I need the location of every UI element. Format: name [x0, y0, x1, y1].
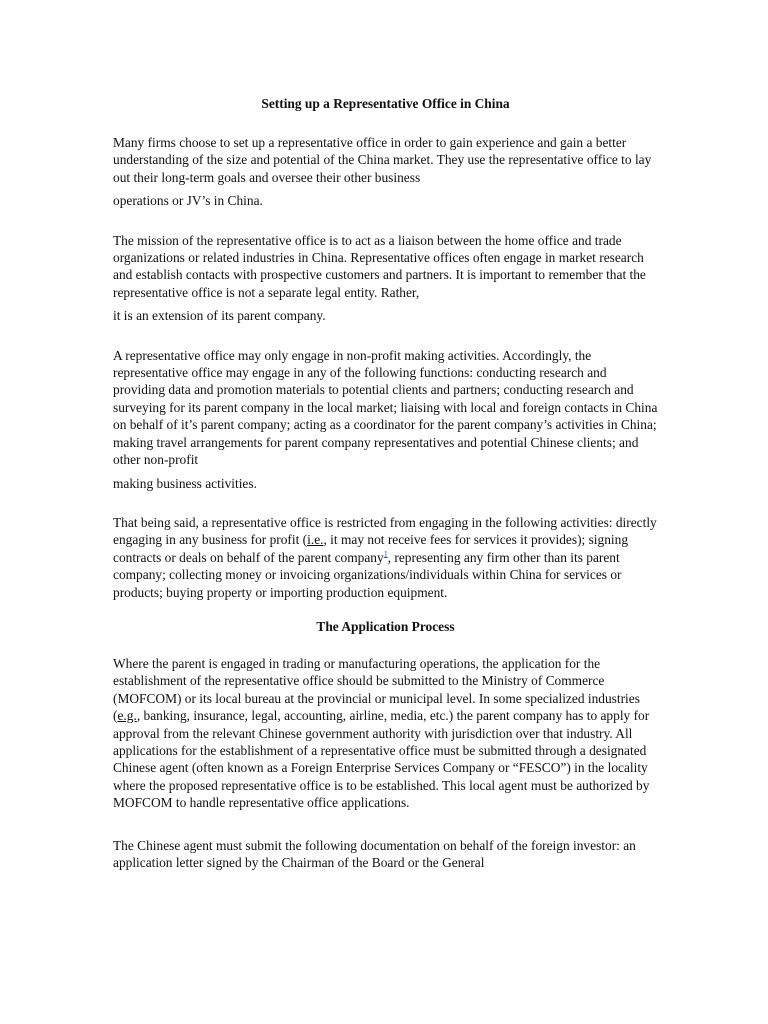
application-text-b: , banking, insurance, legal, accounting, airline, media, etc.) the parent company has to apply for approval from the relevant Chinese government authority with jurisdiction over that industry. All applications for the establishment of a representative office must be submitted through a designated Chinese agent (often known as a Foreign Enterprise Services Company or “FESCO”) in the locality where the proposed representative office is to be established. This local agent must be authorized by MOFCOM to handle representative office applications.	[113, 708, 650, 811]
eg-abbreviation: e.g.	[117, 708, 137, 724]
paragraph-intro-tail: operations or JV’s in China.	[113, 193, 263, 209]
paragraph-intro	[113, 134, 658, 210]
paragraph-agent: The Chinese agent must submit the following documentation on behalf of the foreign investor: an application letter signed by the Chairman of the Board or the General	[113, 837, 636, 870]
restrictions-text-c: , representing any firm other than its parent company; collecting money or invoicing organizations/individuals within China for services or products; buying property or importing production equipment.	[113, 549, 622, 600]
paragraph-mission	[113, 232, 658, 325]
restrictions-text-b: , it may not receive fees for services it provides); signing contracts or deals on behalf of the parent company	[113, 532, 629, 565]
document-title: Setting up a Representative Office in China	[261, 96, 510, 111]
paragraph-intro-body: Many firms choose to set up a representative office in order to gain experience and gain a better understanding of the size and potential of the China market. They use the representative office to lay out their long-term goals and oversee their other business	[113, 135, 652, 185]
paragraph-mission-body: The mission of the representative office is to act as a liaison between the home office and trade organizations or related industries in China. Representative offices often engage in market research and establish contacts with prospective customers and partners. It is important to remember that the representative office is not a separate legal entity. Rather,	[113, 232, 646, 300]
paragraph-activities-tail: making business activities.	[113, 475, 257, 491]
paragraph-mission-tail: it is an extension of its parent company.	[113, 308, 326, 324]
paragraph-restrictions	[113, 514, 658, 601]
paragraph-application	[113, 655, 658, 812]
ie-abbreviation: i.e.	[307, 532, 324, 548]
footnote-link[interactable]: 1	[383, 549, 388, 559]
paragraph-activities	[113, 347, 658, 492]
document-page	[113, 95, 658, 871]
restrictions-text-a: That being said, a representative office is restricted from engaging in the following activities: directly engaging in any business for profit (	[113, 514, 657, 548]
paragraph-activities-body: A representative office may only engage in non-profit making activities. Accordingly, the representative office may engage in any of the following functions: conducting research and providing data and promotion materials to potential clients and partners; conducting research and surveying for its parent company in the local market; liaising with local and foreign contacts in China on behalf of it’s parent company; acting as a coordinator for the parent company’s activities in China; making travel arrangements for parent company representatives and potential Chinese clients; and other non-profit	[113, 347, 658, 468]
section-heading-application: The Application Process	[316, 618, 455, 634]
application-text-a: Where the parent is engaged in trading or manufacturing operations, the application for the establishment of the representative office should be submitted to the Ministry of Commerce (MOFCOM) or its local bureau at the provincial or municipal level. In some specialized industries (	[113, 655, 640, 724]
